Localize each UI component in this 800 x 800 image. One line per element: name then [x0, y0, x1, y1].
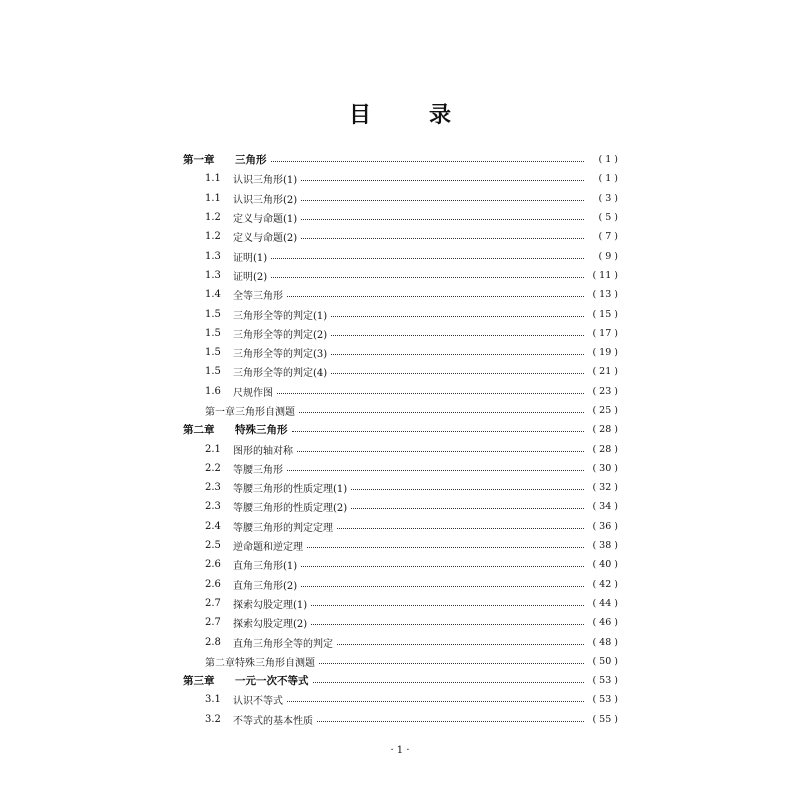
toc-page-number: ( 15 ) — [592, 308, 618, 320]
dot-leader — [337, 528, 584, 529]
toc-section-row[interactable] — [183, 536, 618, 555]
toc-page-number: ( 3 ) — [598, 192, 618, 204]
toc-entry-title: 认识三角形(2) — [233, 194, 298, 206]
toc-entry-number: 1.5 — [205, 327, 221, 339]
dot-leader — [301, 219, 584, 220]
toc-chapter-row[interactable] — [183, 671, 618, 690]
toc-entry-number: 2.6 — [205, 559, 221, 571]
toc-page-number: ( 55 ) — [592, 713, 618, 725]
toc-entry-title: 全等三角形 — [233, 291, 283, 303]
toc-entry-number: 第二章 — [183, 424, 215, 437]
toc-entry-title: 证明(1) — [233, 252, 268, 264]
dot-leader — [287, 470, 584, 471]
toc-entry-number: 1.1 — [205, 192, 221, 204]
dot-leader — [311, 605, 584, 606]
toc-entry-number: 1.2 — [205, 231, 221, 243]
toc-entry-title: 等腰三角形的性质定理(1) — [233, 484, 348, 496]
toc-entry-number: 2.3 — [205, 501, 221, 513]
toc-page-number: ( 13 ) — [592, 289, 618, 301]
dot-leader — [307, 547, 584, 548]
toc-entry-title: 三角形全等的判定(4) — [233, 368, 328, 380]
toc-entry-title: 逆命题和逆定理 — [233, 542, 303, 554]
toc-section-row[interactable] — [183, 497, 618, 516]
toc-entry-number: 2.4 — [205, 520, 221, 532]
toc-entry-title: 直角三角形全等的判定 — [233, 638, 333, 650]
toc-page-number: ( 28 ) — [592, 443, 618, 455]
dot-leader — [331, 335, 584, 336]
toc-section-row[interactable] — [183, 555, 618, 574]
toc-entry-number: 2.7 — [205, 617, 221, 629]
toc-section-row[interactable] — [183, 189, 618, 208]
toc-entry-title: 直角三角形(1) — [233, 561, 298, 573]
toc-section-row[interactable] — [183, 632, 618, 651]
toc-section-row[interactable] — [183, 613, 618, 632]
toc-page-number: ( 23 ) — [592, 385, 618, 397]
toc-page-number: ( 38 ) — [592, 540, 618, 552]
toc-page-number: ( 53 ) — [592, 694, 618, 706]
toc-entry-number: 2.2 — [205, 462, 221, 474]
dot-leader — [313, 682, 585, 683]
toc-page-number: ( 46 ) — [592, 617, 618, 629]
toc-page-number: ( 17 ) — [592, 327, 618, 339]
toc-entry-number: 1.3 — [205, 269, 221, 281]
toc-section-row[interactable] — [183, 690, 618, 709]
toc-entry-title: 定义与命题(2) — [233, 233, 298, 245]
toc-entry-title: 等腰三角形 — [233, 464, 283, 476]
dot-leader — [271, 258, 584, 259]
toc-section-row[interactable] — [183, 439, 618, 458]
dot-leader — [301, 200, 584, 201]
toc-entry-number: 2.5 — [205, 540, 221, 552]
toc-entry-number: 第三章 — [183, 675, 215, 688]
dot-leader — [331, 316, 584, 317]
toc-section-row[interactable] — [183, 343, 618, 362]
toc-chapter-row[interactable] — [183, 150, 618, 169]
toc-page-number: ( 28 ) — [592, 424, 618, 436]
toc-entry-title: 探索勾股定理(2) — [233, 619, 308, 631]
dot-leader — [271, 161, 585, 162]
toc-chapter-row[interactable] — [183, 420, 618, 439]
dot-leader — [351, 508, 584, 509]
toc-page-number: ( 34 ) — [592, 501, 618, 513]
toc-entry-number: 1.4 — [205, 289, 221, 301]
toc-section-row[interactable] — [183, 517, 618, 536]
dot-leader — [299, 412, 584, 413]
toc-entry-title: 认识三角形(1) — [233, 175, 298, 187]
toc-entry-title: 等腰三角形的性质定理(2) — [233, 503, 348, 515]
toc-section-row[interactable] — [183, 246, 618, 265]
toc-entry-number: 2.3 — [205, 482, 221, 494]
dot-leader — [301, 238, 584, 239]
dot-leader — [331, 373, 584, 374]
toc-entry-title: 等腰三角形的判定定理 — [233, 522, 333, 534]
toc-entry-number: 1.5 — [205, 347, 221, 359]
toc-page-number: ( 25 ) — [592, 405, 618, 416]
toc-entry-number: 3.1 — [205, 694, 221, 706]
toc-entry-title: 不等式的基本性质 — [233, 715, 313, 727]
table-of-contents — [183, 150, 618, 729]
toc-section-row[interactable] — [183, 575, 618, 594]
toc-page-number: ( 53 ) — [592, 675, 618, 687]
dot-leader — [317, 721, 584, 722]
toc-entry-title: 尺规作图 — [233, 387, 273, 399]
toc-page-number: ( 9 ) — [598, 250, 618, 262]
toc-entry-number: 1.6 — [205, 385, 221, 397]
toc-section-row[interactable] — [183, 169, 618, 188]
dot-leader — [301, 566, 584, 567]
toc-section-row[interactable] — [183, 594, 618, 613]
toc-summary-row[interactable] — [183, 652, 618, 671]
toc-entry-title: 三角形 — [235, 154, 267, 167]
toc-entry-title: 三角形全等的判定(1) — [233, 310, 328, 322]
toc-section-row[interactable] — [183, 459, 618, 478]
toc-section-row[interactable] — [183, 382, 618, 401]
toc-entry-number: 第一章 — [183, 154, 215, 167]
toc-entry-number: 2.7 — [205, 597, 221, 609]
toc-page-number: ( 48 ) — [592, 636, 618, 648]
toc-entry-number: 1.5 — [205, 308, 221, 320]
toc-entry-number: 2.6 — [205, 578, 221, 590]
dot-leader — [271, 277, 584, 278]
toc-page-number: ( 40 ) — [592, 559, 618, 571]
toc-page-number: ( 19 ) — [592, 347, 618, 359]
toc-section-row[interactable] — [183, 324, 618, 343]
toc-page-number: ( 21 ) — [592, 366, 618, 378]
toc-section-row[interactable] — [183, 710, 618, 729]
toc-entry-title: 定义与命题(1) — [233, 214, 298, 226]
dot-leader — [319, 663, 584, 664]
toc-section-row[interactable] — [183, 266, 618, 285]
toc-entry-title: 第二章特殊三角形自测题 — [205, 657, 315, 669]
dot-leader — [297, 451, 584, 452]
toc-section-row[interactable] — [183, 304, 618, 323]
toc-page-number: ( 1 ) — [598, 154, 618, 166]
dot-leader — [287, 296, 584, 297]
toc-entry-number: 2.8 — [205, 636, 221, 648]
toc-section-row[interactable] — [183, 478, 618, 497]
toc-entry-title: 第一章三角形自测题 — [205, 407, 295, 418]
toc-page-number: ( 7 ) — [598, 231, 618, 243]
dot-leader — [301, 586, 584, 587]
toc-page-number: ( 36 ) — [592, 520, 618, 532]
toc-entry-number: 1.2 — [205, 212, 221, 224]
toc-entry-title: 认识不等式 — [233, 696, 283, 708]
dot-leader — [292, 431, 585, 432]
toc-page-number: ( 5 ) — [598, 212, 618, 224]
toc-section-row[interactable] — [183, 362, 618, 381]
toc-section-row[interactable] — [183, 208, 618, 227]
dot-leader — [337, 644, 584, 645]
toc-entry-title: 一元一次不等式 — [235, 675, 309, 688]
toc-section-row[interactable] — [183, 285, 618, 304]
toc-page-number: ( 42 ) — [592, 578, 618, 590]
toc-entry-title: 图形的轴对称 — [233, 445, 293, 457]
toc-entry-title: 探索勾股定理(1) — [233, 599, 308, 611]
toc-page-number: ( 11 ) — [592, 269, 618, 281]
dot-leader — [277, 393, 584, 394]
dot-leader — [301, 180, 584, 181]
toc-entry-title: 特殊三角形 — [235, 424, 288, 437]
toc-entry-number: 3.2 — [205, 713, 221, 725]
toc-entry-number: 1.5 — [205, 366, 221, 378]
page-number: · 1 · — [390, 745, 410, 756]
dot-leader — [351, 489, 584, 490]
toc-entry-title: 三角形全等的判定(2) — [233, 329, 328, 341]
toc-entry-title: 证明(2) — [233, 271, 268, 283]
dot-leader — [287, 701, 584, 702]
toc-page-number: ( 44 ) — [592, 597, 618, 609]
toc-page-number: ( 50 ) — [592, 655, 618, 667]
toc-entry-title: 三角形全等的判定(3) — [233, 349, 328, 361]
toc-entry-number: 1.1 — [205, 173, 221, 185]
toc-page-number: ( 32 ) — [592, 482, 618, 494]
toc-entry-number: 1.3 — [205, 250, 221, 262]
dot-leader — [311, 624, 584, 625]
page-title: 目 录 — [348, 102, 469, 128]
toc-page-number: ( 1 ) — [598, 173, 618, 185]
dot-leader — [331, 354, 584, 355]
toc-entry-title: 直角三角形(2) — [233, 580, 298, 592]
toc-page-number: ( 30 ) — [592, 462, 618, 474]
toc-section-row[interactable] — [183, 227, 618, 246]
toc-summary-row[interactable] — [183, 401, 618, 420]
toc-entry-number: 2.1 — [205, 443, 221, 455]
